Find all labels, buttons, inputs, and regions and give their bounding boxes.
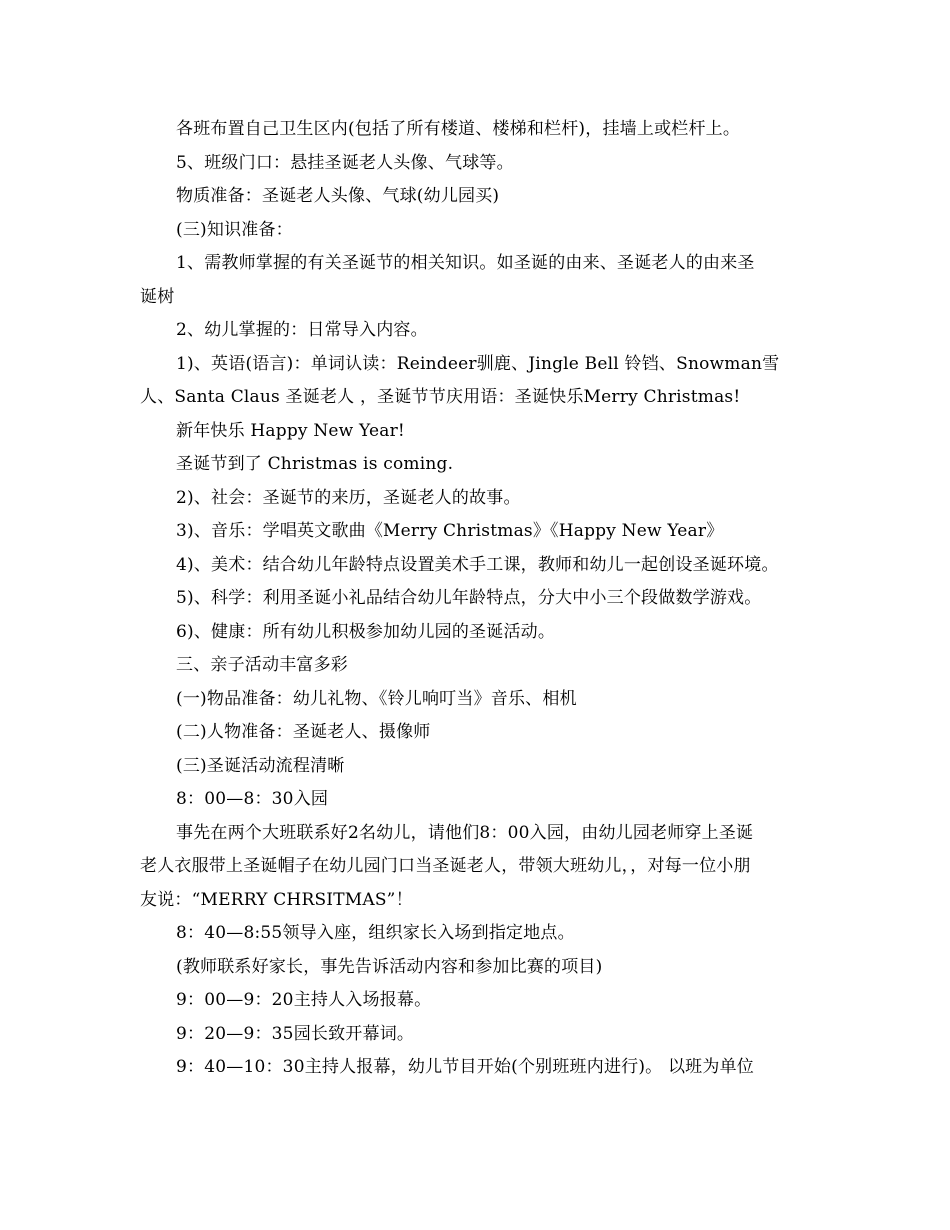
text-line: 9：40—10：30主持人报幕，幼儿节目开始(个别班班内进行)。 以班为单位 xyxy=(176,1057,754,1077)
text-line: 9：00—9：20主持人入场报幕。 xyxy=(176,990,432,1010)
text-line: (三)圣诞活动流程清晰 xyxy=(176,755,345,776)
text-line: 5、班级门口：悬挂圣诞老人头像、气球等。 xyxy=(176,152,514,173)
text-line: 人、Santa Claus 圣诞老人 ，圣诞节节庆用语：圣诞快乐Merry Christmas! xyxy=(140,387,741,407)
text-line: 物质准备：圣诞老人头像、气球(幼儿园买) xyxy=(176,186,500,206)
text-line: (三)知识准备： xyxy=(176,219,293,240)
text-line: 2、幼儿掌握的：日常导入内容。 xyxy=(176,320,428,340)
text-line: 三、亲子活动丰富多彩 xyxy=(176,655,348,675)
text-line: 9：20—9：35园长致开幕词。 xyxy=(176,1023,415,1044)
text-line: 8：00—8：30入园 xyxy=(176,789,329,809)
text-line: 3)、音乐：学唱英文歌曲《Merry Christmas》《Happy New Year》 xyxy=(176,521,724,541)
text-line: 事先在两个大班联系好2名幼儿，请他们8：00入园，由幼儿园老师穿上圣诞 xyxy=(176,822,754,843)
document-body xyxy=(140,113,820,1085)
text-line: 4)、美术：结合幼儿年龄特点设置美术手工课，教师和幼儿一起创设圣诞环境。 xyxy=(176,554,779,575)
text-line: 友说：“MERRY CHRSITMAS”！ xyxy=(140,889,413,910)
text-line: (二)人物准备：圣诞老人、摄像师 xyxy=(176,722,431,742)
text-line: 诞树 xyxy=(140,286,175,307)
text-line: 2)、社会：圣诞节的来历，圣诞老人的故事。 xyxy=(176,487,521,508)
text-line: 8：40—8:55领导入座，组织家长入场到指定地点。 xyxy=(176,923,575,943)
text-line: 各班布置自己卫生区内(包括了所有楼道、楼梯和栏杆)，挂墙上或栏杆上。 xyxy=(176,119,741,139)
text-line: 1)、英语(语言)：单词认读：Reindeer驯鹿、Jingle Bell 铃铛、Snowman雪 xyxy=(176,353,780,374)
text-line: (一)物品准备：幼儿礼物、《铃儿响叮当》音乐、相机 xyxy=(176,688,577,709)
text-line: (教师联系好家长，事先告诉活动内容和参加比赛的项目) xyxy=(176,956,603,977)
text-line: 圣诞节到了 Christmas is coming. xyxy=(176,454,454,474)
text-line: 6)、健康：所有幼儿积极参加幼儿园的圣诞活动。 xyxy=(176,621,556,642)
text-line: 老人衣服带上圣诞帽子在幼儿园门口当圣诞老人，带领大班幼儿，，对每一位小朋 xyxy=(140,856,751,876)
text-line: 5)、科学：利用圣诞小礼品结合幼儿年龄特点，分大中小三个段做数学游戏。 xyxy=(176,588,762,608)
text-line: 1、需教师掌握的有关圣诞节的相关知识。如圣诞的由来、圣诞老人的由来圣 xyxy=(176,253,755,273)
text-line: 新年快乐 Happy New Year! xyxy=(176,420,405,441)
